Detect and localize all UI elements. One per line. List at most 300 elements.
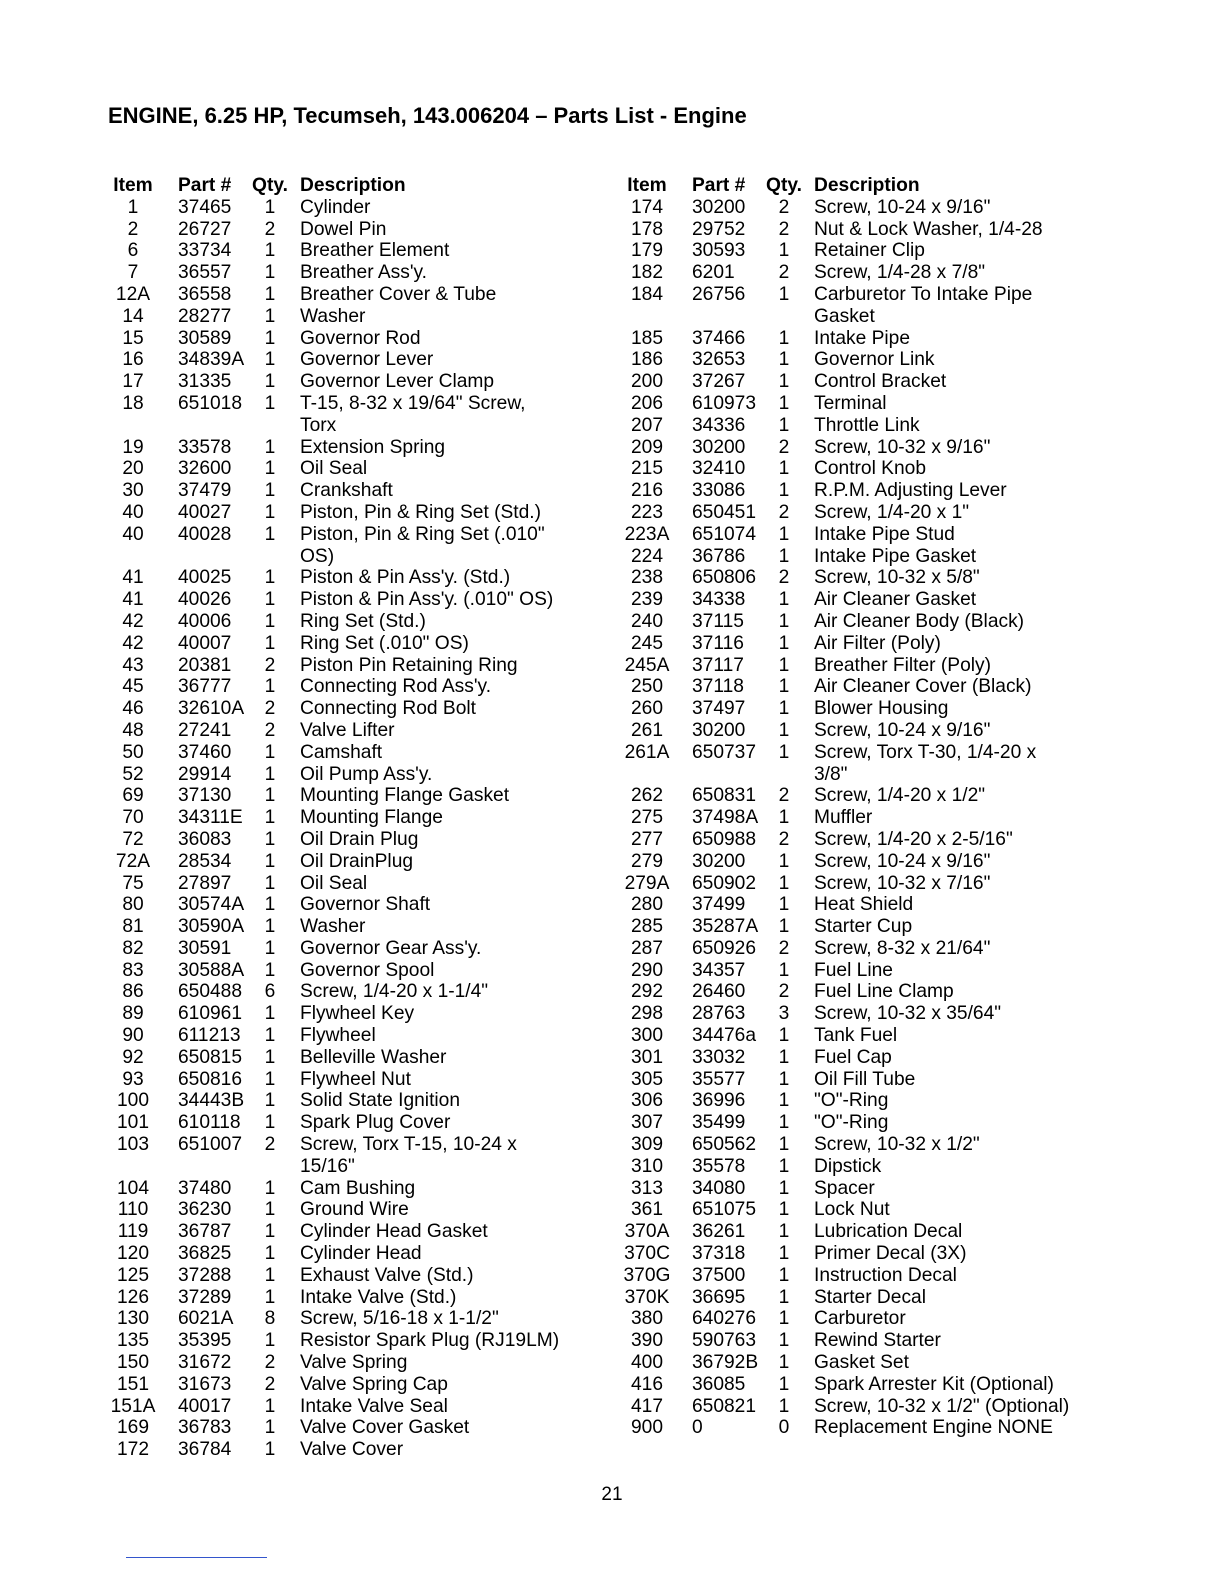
quantity-cell: 6 bbox=[264, 981, 276, 1003]
item-cell: 50 bbox=[122, 741, 144, 763]
table-row bbox=[622, 415, 1112, 437]
table-row bbox=[622, 981, 1112, 1003]
table-row bbox=[108, 1417, 598, 1439]
item-cell: 101 bbox=[116, 1112, 149, 1134]
item-cell: 275 bbox=[630, 807, 663, 829]
table-row bbox=[108, 371, 598, 393]
header-qty: Qty. bbox=[252, 175, 288, 196]
table-row bbox=[108, 284, 598, 306]
description-cell: Carburetor bbox=[814, 1308, 906, 1330]
table-row bbox=[108, 1156, 598, 1178]
part-number-cell: 34338 bbox=[692, 589, 746, 611]
description-cell: Fuel Line Clamp bbox=[814, 981, 954, 1003]
description-cell: Control Knob bbox=[814, 458, 926, 480]
table-row bbox=[622, 1003, 1112, 1025]
quantity-cell: 1 bbox=[778, 545, 790, 567]
part-number-cell: 40017 bbox=[178, 1395, 232, 1417]
header-part: Part # bbox=[692, 175, 746, 196]
description-cell: Oil Seal bbox=[300, 458, 368, 480]
description-cell: Oil DrainPlug bbox=[300, 850, 414, 872]
part-number-cell: 37480 bbox=[178, 1177, 232, 1199]
part-number-cell: 36786 bbox=[692, 545, 746, 567]
table-row bbox=[108, 567, 598, 589]
item-cell: 46 bbox=[122, 698, 144, 720]
table-row bbox=[622, 611, 1112, 633]
item-cell: 7 bbox=[127, 262, 139, 284]
table-row bbox=[622, 1178, 1112, 1200]
table-row bbox=[108, 1287, 598, 1309]
description-cell: Screw, 1/4-20 x 1-1/4" bbox=[300, 981, 489, 1003]
item-cell: 287 bbox=[630, 937, 663, 959]
item-cell: 20 bbox=[122, 458, 144, 480]
part-number-cell: 0 bbox=[692, 1417, 703, 1439]
item-cell: 2 bbox=[127, 218, 139, 240]
table-row bbox=[108, 807, 598, 829]
table-row bbox=[622, 873, 1112, 895]
part-number-cell: 651074 bbox=[692, 523, 757, 545]
table-row bbox=[622, 371, 1112, 393]
quantity-cell: 3 bbox=[778, 1003, 790, 1025]
description-cell: Screw, 5/16-18 x 1-1/2" bbox=[300, 1308, 499, 1330]
description-cell: Breather Cover & Tube bbox=[300, 283, 497, 305]
item-cell: 186 bbox=[630, 349, 663, 371]
item-cell: 86 bbox=[122, 981, 144, 1003]
quantity-cell: 1 bbox=[264, 436, 276, 458]
quantity-cell: 1 bbox=[778, 1286, 790, 1308]
part-number-cell: 36996 bbox=[692, 1090, 746, 1112]
item-cell: 417 bbox=[630, 1395, 663, 1417]
item-cell: 260 bbox=[630, 698, 663, 720]
item-cell: 280 bbox=[630, 894, 663, 916]
header-qty: Qty. bbox=[766, 175, 802, 196]
part-number-cell: 590763 bbox=[692, 1330, 757, 1352]
part-number-cell: 30589 bbox=[178, 327, 232, 349]
table-row bbox=[622, 1221, 1112, 1243]
item-cell: 52 bbox=[122, 763, 144, 785]
quantity-cell: 1 bbox=[264, 610, 276, 632]
item-cell: 93 bbox=[122, 1068, 144, 1090]
description-cell: Connecting Rod Ass'y. bbox=[300, 676, 492, 698]
quantity-cell: 1 bbox=[778, 1068, 790, 1090]
table-row bbox=[622, 894, 1112, 916]
table-row bbox=[622, 938, 1112, 960]
part-number-cell: 650815 bbox=[178, 1046, 243, 1068]
quantity-cell: 1 bbox=[778, 1134, 790, 1156]
table-row bbox=[108, 1330, 598, 1352]
quantity-cell: 1 bbox=[264, 676, 276, 698]
part-number-cell: 40007 bbox=[178, 632, 232, 654]
part-number-cell: 40025 bbox=[178, 567, 232, 589]
part-number-cell: 6021A bbox=[178, 1308, 234, 1330]
description-cell: Fuel Cap bbox=[814, 1046, 892, 1068]
item-cell: 6 bbox=[127, 240, 139, 262]
part-number-cell: 640276 bbox=[692, 1308, 757, 1330]
item-cell: 90 bbox=[122, 1025, 144, 1047]
table-row bbox=[622, 633, 1112, 655]
description-cell: 15/16" bbox=[300, 1155, 355, 1177]
item-cell: 100 bbox=[116, 1090, 149, 1112]
part-number-cell: 37500 bbox=[692, 1264, 746, 1286]
table-row bbox=[622, 546, 1112, 568]
item-cell: 81 bbox=[122, 916, 144, 938]
item-cell: 174 bbox=[630, 196, 663, 218]
item-cell: 310 bbox=[630, 1155, 663, 1177]
quantity-cell: 1 bbox=[264, 567, 276, 589]
item-cell: 207 bbox=[630, 414, 663, 436]
description-cell: OS) bbox=[300, 545, 335, 567]
part-number-cell: 610961 bbox=[178, 1003, 243, 1025]
part-number-cell: 30590A bbox=[178, 916, 245, 938]
description-cell: Dowel Pin bbox=[300, 218, 387, 240]
table-row bbox=[622, 306, 1112, 328]
item-cell: 370A bbox=[624, 1221, 670, 1243]
item-cell: 130 bbox=[116, 1308, 149, 1330]
table-row bbox=[622, 916, 1112, 938]
item-cell: 306 bbox=[630, 1090, 663, 1112]
description-cell: Starter Decal bbox=[814, 1286, 926, 1308]
part-number-cell: 6201 bbox=[692, 262, 735, 284]
table-row bbox=[622, 1243, 1112, 1265]
table-row bbox=[622, 1374, 1112, 1396]
description-cell: Piston, Pin & Ring Set (Std.) bbox=[300, 501, 542, 523]
table-row bbox=[622, 1090, 1112, 1112]
description-cell: Oil Pump Ass'y. bbox=[300, 763, 433, 785]
item-cell: 15 bbox=[122, 327, 144, 349]
quantity-cell: 1 bbox=[778, 741, 790, 763]
item-cell: 370G bbox=[623, 1264, 671, 1286]
part-number-cell: 650562 bbox=[692, 1134, 757, 1156]
table-row bbox=[622, 720, 1112, 742]
quantity-cell: 1 bbox=[264, 828, 276, 850]
item-cell: 380 bbox=[630, 1308, 663, 1330]
description-cell: Belleville Washer bbox=[300, 1046, 447, 1068]
description-cell: Piston Pin Retaining Ring bbox=[300, 654, 518, 676]
table-row bbox=[108, 981, 598, 1003]
quantity-cell: 1 bbox=[264, 1068, 276, 1090]
description-cell: Gasket bbox=[814, 305, 875, 327]
part-number-cell: 33086 bbox=[692, 480, 746, 502]
table-row bbox=[622, 1069, 1112, 1091]
quantity-cell: 1 bbox=[264, 916, 276, 938]
item-cell: 206 bbox=[630, 392, 663, 414]
quantity-cell: 1 bbox=[778, 1264, 790, 1286]
description-cell: Cylinder Head bbox=[300, 1243, 422, 1265]
part-number-cell: 650806 bbox=[692, 567, 757, 589]
table-row bbox=[108, 502, 598, 524]
part-number-cell: 37116 bbox=[692, 632, 744, 654]
table-row bbox=[108, 851, 598, 873]
description-cell: Cam Bushing bbox=[300, 1177, 416, 1199]
item-cell: 104 bbox=[116, 1177, 149, 1199]
quantity-cell: 1 bbox=[264, 589, 276, 611]
table-row bbox=[108, 764, 598, 786]
table-row bbox=[622, 676, 1112, 698]
quantity-cell: 1 bbox=[778, 959, 790, 981]
description-cell: Screw, 10-32 x 7/16" bbox=[814, 872, 991, 894]
table-row bbox=[108, 546, 598, 568]
description-cell: Cylinder Head Gasket bbox=[300, 1221, 488, 1243]
part-number-cell: 32410 bbox=[692, 458, 746, 480]
description-cell: Lock Nut bbox=[814, 1199, 890, 1221]
quantity-cell: 1 bbox=[778, 1352, 790, 1374]
item-cell: 370K bbox=[624, 1286, 670, 1308]
quantity-cell: 1 bbox=[778, 654, 790, 676]
quantity-cell bbox=[246, 415, 294, 437]
part-number-cell: 37118 bbox=[692, 676, 744, 698]
table-row bbox=[108, 480, 598, 502]
item-cell: 125 bbox=[116, 1264, 149, 1286]
item-cell: 69 bbox=[122, 785, 144, 807]
description-cell: Washer bbox=[300, 305, 366, 327]
quantity-cell: 1 bbox=[264, 1264, 276, 1286]
quantity-cell: 1 bbox=[778, 392, 790, 414]
table-row bbox=[622, 1308, 1112, 1330]
item-cell: 41 bbox=[122, 567, 144, 589]
item-cell: 262 bbox=[630, 785, 663, 807]
item-cell: 301 bbox=[630, 1046, 663, 1068]
description-cell: Torx bbox=[300, 414, 337, 436]
part-number-cell: 26727 bbox=[178, 218, 232, 240]
quantity-cell: 1 bbox=[778, 698, 790, 720]
item-cell: 185 bbox=[630, 327, 663, 349]
part-number-cell: 650816 bbox=[178, 1068, 243, 1090]
table-row bbox=[622, 698, 1112, 720]
part-number-cell: 650451 bbox=[692, 501, 757, 523]
part-number-cell: 34839A bbox=[178, 349, 245, 371]
part-number-cell: 34336 bbox=[692, 414, 746, 436]
item-cell: 200 bbox=[630, 371, 663, 393]
quantity-cell: 1 bbox=[264, 196, 276, 218]
table-row bbox=[108, 1047, 598, 1069]
item-cell: 390 bbox=[630, 1330, 663, 1352]
quantity-cell: 1 bbox=[778, 1221, 790, 1243]
table-row bbox=[622, 219, 1112, 241]
table-row bbox=[108, 698, 598, 720]
item-cell: 313 bbox=[630, 1177, 663, 1199]
quantity-cell: 1 bbox=[264, 523, 276, 545]
item-cell: 238 bbox=[630, 567, 663, 589]
quantity-cell: 1 bbox=[264, 458, 276, 480]
quantity-cell: 1 bbox=[264, 632, 276, 654]
description-cell: Intake Valve (Std.) bbox=[300, 1286, 457, 1308]
quantity-cell: 2 bbox=[778, 937, 790, 959]
part-number-cell: 34080 bbox=[692, 1177, 746, 1199]
table-row bbox=[108, 328, 598, 350]
quantity-cell: 2 bbox=[778, 981, 790, 1003]
item-cell: 126 bbox=[116, 1286, 149, 1308]
item-cell: 307 bbox=[630, 1112, 663, 1134]
item-cell: 17 bbox=[122, 371, 144, 393]
quantity-cell: 1 bbox=[264, 785, 276, 807]
quantity-cell: 1 bbox=[264, 1025, 276, 1047]
part-number-cell: 610118 bbox=[178, 1112, 241, 1134]
quantity-cell: 1 bbox=[778, 1155, 790, 1177]
part-number-cell: 37289 bbox=[178, 1286, 232, 1308]
description-cell: Carburetor To Intake Pipe bbox=[814, 283, 1033, 305]
description-cell: Oil Drain Plug bbox=[300, 828, 419, 850]
part-number-cell: 35578 bbox=[692, 1155, 746, 1177]
description-cell: Control Bracket bbox=[814, 371, 947, 393]
header-description: Description bbox=[814, 175, 920, 196]
quantity-cell: 1 bbox=[778, 916, 790, 938]
table-body-right bbox=[622, 197, 1112, 1439]
table-row bbox=[108, 1265, 598, 1287]
table-row bbox=[108, 960, 598, 982]
description-cell: Extension Spring bbox=[300, 436, 446, 458]
table-row bbox=[108, 655, 598, 677]
item-cell bbox=[108, 546, 158, 568]
item-cell: 14 bbox=[122, 305, 144, 327]
item-cell: 40 bbox=[122, 501, 144, 523]
description-cell: Rewind Starter bbox=[814, 1330, 941, 1352]
description-cell: Flywheel bbox=[300, 1025, 376, 1047]
part-number-cell: 36558 bbox=[178, 283, 232, 305]
quantity-cell: 1 bbox=[264, 807, 276, 829]
item-cell: 416 bbox=[630, 1373, 663, 1395]
quantity-cell: 1 bbox=[264, 371, 276, 393]
description-cell: Screw, 10-32 x 1/2" (Optional) bbox=[814, 1395, 1070, 1417]
quantity-cell: 1 bbox=[778, 458, 790, 480]
item-cell: 223A bbox=[624, 523, 670, 545]
description-cell: R.P.M. Adjusting Lever bbox=[814, 480, 1007, 502]
part-number-cell: 611213 bbox=[178, 1025, 241, 1047]
table-row bbox=[108, 1199, 598, 1221]
description-cell: Intake Pipe Stud bbox=[814, 523, 955, 545]
part-number-cell: 37498A bbox=[692, 807, 759, 829]
quantity-cell: 1 bbox=[778, 676, 790, 698]
description-cell: Spark Plug Cover bbox=[300, 1112, 451, 1134]
quantity-cell: 1 bbox=[264, 872, 276, 894]
description-cell: Screw, 10-32 x 9/16" bbox=[814, 436, 991, 458]
quantity-cell: 2 bbox=[778, 196, 790, 218]
description-cell: Valve Spring Cap bbox=[300, 1373, 448, 1395]
part-number-cell: 37466 bbox=[692, 327, 746, 349]
part-number-cell: 36695 bbox=[692, 1286, 746, 1308]
quantity-cell: 1 bbox=[778, 1395, 790, 1417]
item-cell: 1 bbox=[127, 196, 139, 218]
part-number-cell: 37318 bbox=[692, 1243, 746, 1265]
description-cell: Throttle Link bbox=[814, 414, 920, 436]
quantity-cell: 1 bbox=[778, 719, 790, 741]
item-cell: 279 bbox=[630, 850, 663, 872]
table-row bbox=[108, 1003, 598, 1025]
table-row bbox=[622, 829, 1112, 851]
quantity-cell: 1 bbox=[264, 1330, 276, 1352]
parts-table-left bbox=[108, 175, 598, 1461]
header-description: Description bbox=[300, 175, 406, 196]
description-cell: Governor Spool bbox=[300, 959, 435, 981]
description-cell: Lubrication Decal bbox=[814, 1221, 963, 1243]
part-number-cell: 30574A bbox=[178, 894, 245, 916]
item-cell: 119 bbox=[117, 1221, 149, 1243]
part-number-cell: 35395 bbox=[178, 1330, 232, 1352]
table-row bbox=[108, 916, 598, 938]
part-number-cell: 37115 bbox=[692, 610, 744, 632]
quantity-cell: 1 bbox=[778, 1177, 790, 1199]
item-cell: 245 bbox=[630, 632, 663, 654]
table-row bbox=[622, 807, 1112, 829]
item-cell: 18 bbox=[122, 392, 144, 414]
quantity-cell: 1 bbox=[778, 371, 790, 393]
table-row bbox=[108, 1069, 598, 1091]
footer-rule bbox=[126, 1557, 267, 1558]
quantity-cell: 1 bbox=[264, 1243, 276, 1265]
quantity-cell: 1 bbox=[778, 1025, 790, 1047]
table-row bbox=[622, 284, 1112, 306]
table-row bbox=[108, 306, 598, 328]
description-cell: Blower Housing bbox=[814, 698, 949, 720]
table-row bbox=[108, 1396, 598, 1418]
item-cell: 92 bbox=[122, 1046, 144, 1068]
part-number-cell bbox=[158, 1156, 246, 1178]
description-cell: Intake Valve Seal bbox=[300, 1395, 448, 1417]
quantity-cell: 1 bbox=[264, 240, 276, 262]
description-cell: Governor Lever bbox=[300, 349, 434, 371]
part-number-cell bbox=[158, 415, 246, 437]
part-number-cell: 37465 bbox=[178, 196, 232, 218]
table-row bbox=[108, 1112, 598, 1134]
quantity-cell: 1 bbox=[264, 1286, 276, 1308]
table-row bbox=[108, 873, 598, 895]
description-cell: Connecting Rod Bolt bbox=[300, 698, 476, 720]
table-header bbox=[622, 175, 1112, 197]
part-number-cell: 651018 bbox=[178, 392, 243, 414]
item-cell: 184 bbox=[630, 283, 663, 305]
description-cell: Screw, 1/4-20 x 1/2" bbox=[814, 785, 986, 807]
quantity-cell: 1 bbox=[778, 283, 790, 305]
item-cell: 290 bbox=[630, 959, 663, 981]
part-number-cell: 650488 bbox=[178, 981, 243, 1003]
part-number-cell: 37288 bbox=[178, 1264, 232, 1286]
description-cell: Screw, 10-24 x 9/16" bbox=[814, 850, 991, 872]
quantity-cell: 1 bbox=[264, 959, 276, 981]
part-number-cell: 36787 bbox=[178, 1221, 232, 1243]
description-cell: Valve Cover Gasket bbox=[300, 1417, 470, 1439]
item-cell: 298 bbox=[630, 1003, 663, 1025]
table-row bbox=[108, 1308, 598, 1330]
part-number-cell: 20381 bbox=[178, 654, 232, 676]
table-row bbox=[108, 1352, 598, 1374]
parts-table-right bbox=[622, 175, 1112, 1439]
description-cell: Washer bbox=[300, 916, 366, 938]
part-number-cell: 32653 bbox=[692, 349, 746, 371]
description-cell: Breather Filter (Poly) bbox=[814, 654, 991, 676]
item-cell: 179 bbox=[630, 240, 663, 262]
part-number-cell: 26460 bbox=[692, 981, 746, 1003]
part-number-cell: 36792B bbox=[692, 1352, 759, 1374]
item-cell: 120 bbox=[116, 1243, 149, 1265]
part-number-cell: 37479 bbox=[178, 480, 232, 502]
part-number-cell: 650737 bbox=[692, 741, 757, 763]
quantity-cell: 1 bbox=[264, 327, 276, 349]
description-cell: Intake Pipe Gasket bbox=[814, 545, 977, 567]
table-row bbox=[622, 393, 1112, 415]
part-number-cell: 610973 bbox=[692, 392, 757, 414]
quantity-cell: 1 bbox=[264, 1046, 276, 1068]
item-cell: 151 bbox=[116, 1373, 149, 1395]
description-cell: Gasket Set bbox=[814, 1352, 909, 1374]
part-number-cell: 33578 bbox=[178, 436, 232, 458]
table-body-left bbox=[108, 197, 598, 1461]
table-row bbox=[108, 415, 598, 437]
item-cell: 151A bbox=[110, 1395, 156, 1417]
part-number-cell: 28534 bbox=[178, 850, 232, 872]
part-number-cell: 31673 bbox=[178, 1373, 232, 1395]
quantity-cell bbox=[760, 764, 808, 786]
part-number-cell: 34443B bbox=[178, 1090, 245, 1112]
description-cell: Screw, 1/4-20 x 2-5/16" bbox=[814, 828, 1013, 850]
item-cell: 292 bbox=[630, 981, 663, 1003]
